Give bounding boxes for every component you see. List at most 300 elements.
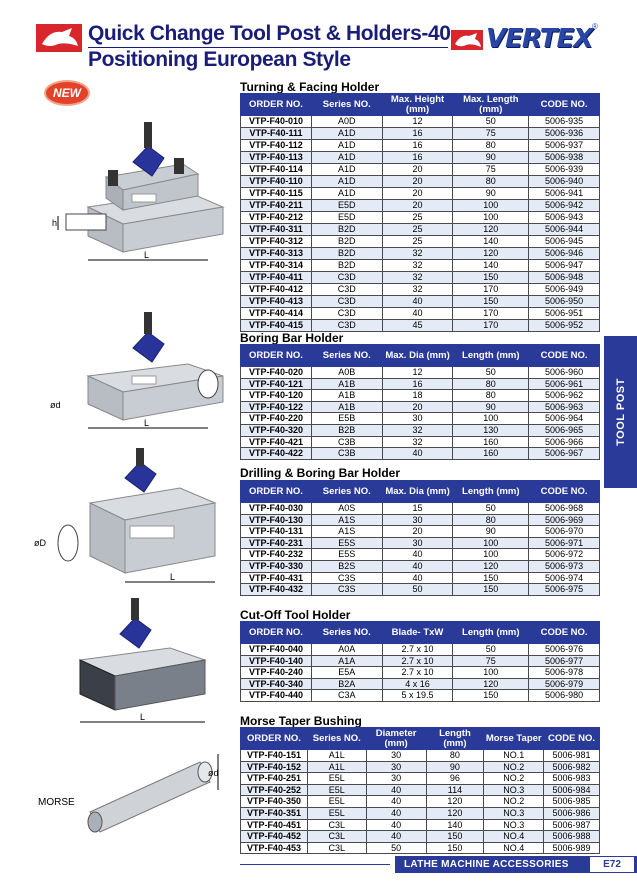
table-cell: 150 (453, 690, 529, 702)
code-number-cell: 5006-938 (529, 152, 600, 164)
table-cell: NO.4 (484, 831, 544, 843)
table-cell: E5L (307, 796, 366, 808)
table-cell: B2A (311, 678, 382, 690)
table-row (241, 644, 600, 656)
table-cell: 30 (382, 537, 453, 549)
table-cell: A1B (311, 390, 382, 402)
table-cell: E5D (311, 212, 382, 224)
order-number-cell: VTP-F40-152 (241, 761, 308, 773)
code-number-cell: 5006-960 (529, 367, 600, 379)
cutoff-holder-illustration (60, 598, 230, 728)
table-cell: NO.4 (484, 842, 544, 854)
table-cell: E5B (311, 413, 382, 425)
code-number-cell: 5006-983 (544, 773, 600, 785)
table-cell: A1S (311, 514, 382, 526)
page-number: E72 (590, 857, 634, 872)
order-number-cell: VTP-F40-411 (241, 272, 312, 284)
table-cell: C3D (311, 308, 382, 320)
table-row (241, 549, 600, 561)
table-cell: 50 (453, 367, 529, 379)
table-cell: C3L (307, 819, 366, 831)
table-cell: 80 (453, 378, 529, 390)
table-cell: A1B (311, 401, 382, 413)
table-cell: 12 (382, 116, 453, 128)
table-cell: 90 (453, 401, 529, 413)
table-cell: 150 (453, 584, 529, 596)
table-cell: 120 (453, 560, 529, 572)
table-cell: E5A (311, 667, 382, 679)
column-header: Series NO. (307, 728, 366, 750)
code-number-cell: 5006-937 (529, 140, 600, 152)
table-row (241, 796, 600, 808)
column-header: Max. Dia (mm) (382, 481, 453, 503)
table-cell: 100 (453, 212, 529, 224)
table-cell: 120 (426, 796, 484, 808)
table-row (241, 296, 600, 308)
column-header: Diameter (mm) (366, 728, 426, 750)
column-header: Length (mm) (426, 728, 484, 750)
table-cell: 150 (453, 272, 529, 284)
table-row (241, 236, 600, 248)
code-number-cell: 5006-966 (529, 436, 600, 448)
table-cell: 114 (426, 784, 484, 796)
column-header: Series NO. (311, 94, 382, 116)
code-number-cell: 5006-962 (529, 390, 600, 402)
order-number-cell: VTP-F40-251 (241, 773, 308, 785)
table-cell: 5 x 19.5 (382, 690, 453, 702)
table-row (241, 401, 600, 413)
table-cell: 25 (382, 224, 453, 236)
table-row (241, 140, 600, 152)
table-cell: A1D (311, 128, 382, 140)
table-cell: 25 (382, 212, 453, 224)
registered-mark: ® (592, 22, 598, 31)
table-cell: 160 (453, 436, 529, 448)
dim-l-label: L (144, 250, 150, 260)
table-cell: 18 (382, 390, 453, 402)
column-header: Max. Length (mm) (453, 94, 529, 116)
table-cell: 130 (453, 424, 529, 436)
boring-section-title: Boring Bar Holder (240, 331, 344, 345)
table-cell: 2.7 x 10 (382, 667, 453, 679)
table-cell: B2D (311, 236, 382, 248)
table-cell: 90 (453, 526, 529, 538)
order-number-cell: VTP-F40-313 (241, 248, 312, 260)
dim-big-d-label: øD (34, 538, 46, 548)
table-row (241, 526, 600, 538)
table-row (241, 188, 600, 200)
order-number-cell: VTP-F40-040 (241, 644, 312, 656)
table-cell: C3A (311, 690, 382, 702)
turning-table (240, 93, 600, 332)
table-row (241, 750, 600, 762)
table-row (241, 308, 600, 320)
table-cell: 16 (382, 378, 453, 390)
code-number-cell: 5006-961 (529, 378, 600, 390)
table-row (241, 842, 600, 854)
table-cell: C3B (311, 436, 382, 448)
table-cell: 120 (453, 248, 529, 260)
brand-flag-icon (451, 30, 483, 50)
code-number-cell: 5006-942 (529, 200, 600, 212)
order-number-cell: VTP-F40-140 (241, 655, 312, 667)
table-cell: 16 (382, 152, 453, 164)
table-cell: 30 (366, 750, 426, 762)
code-number-cell: 5006-972 (529, 549, 600, 561)
code-number-cell: 5006-968 (529, 503, 600, 515)
table-cell: 32 (382, 260, 453, 272)
table-row (241, 212, 600, 224)
code-number-cell: 5006-976 (529, 644, 600, 656)
table-row (241, 784, 600, 796)
order-number-cell: VTP-F40-431 (241, 572, 312, 584)
table-cell: 30 (382, 514, 453, 526)
table-cell: B2D (311, 224, 382, 236)
table-cell: 90 (453, 188, 529, 200)
order-number-cell: VTP-F40-020 (241, 367, 312, 379)
column-header: Length (mm) (453, 481, 529, 503)
order-number-cell: VTP-F40-121 (241, 378, 312, 390)
table-cell: C3D (311, 284, 382, 296)
order-number-cell: VTP-F40-311 (241, 224, 312, 236)
dim-l-label: L (144, 418, 150, 428)
table-row (241, 819, 600, 831)
table-cell: C3L (307, 842, 366, 854)
code-number-cell: 5006-950 (529, 296, 600, 308)
table-cell: 80 (453, 140, 529, 152)
table-cell: C3D (311, 320, 382, 332)
table-cell: 32 (382, 424, 453, 436)
table-cell: 75 (453, 655, 529, 667)
table-cell: 20 (382, 200, 453, 212)
table-row (241, 773, 600, 785)
order-number-cell: VTP-F40-452 (241, 831, 308, 843)
table-cell: 80 (453, 514, 529, 526)
table-cell: A1L (307, 750, 366, 762)
order-number-cell: VTP-F40-010 (241, 116, 312, 128)
table-cell: A1D (311, 164, 382, 176)
table-cell: 150 (453, 296, 529, 308)
table-cell: 12 (382, 367, 453, 379)
table-header-row (241, 481, 600, 503)
column-header: ORDER NO. (241, 94, 312, 116)
order-number-cell: VTP-F40-240 (241, 667, 312, 679)
table-cell: A0A (311, 644, 382, 656)
code-number-cell: 5006-945 (529, 236, 600, 248)
column-header: ORDER NO. (241, 345, 312, 367)
table-cell: A1D (311, 188, 382, 200)
code-number-cell: 5006-951 (529, 308, 600, 320)
drilling-table (240, 480, 600, 596)
table-cell: NO.1 (484, 750, 544, 762)
table-cell: B2D (311, 248, 382, 260)
table-row (241, 424, 600, 436)
drilling-holder-illustration (30, 448, 230, 588)
column-header: Length (mm) (453, 345, 529, 367)
table-row (241, 655, 600, 667)
order-number-cell: VTP-F40-413 (241, 296, 312, 308)
table-row (241, 572, 600, 584)
table-cell: A1D (311, 140, 382, 152)
table-row (241, 807, 600, 819)
table-row (241, 436, 600, 448)
cutoff-table (240, 621, 600, 702)
table-cell: 96 (426, 773, 484, 785)
code-number-cell: 5006-935 (529, 116, 600, 128)
table-cell: 50 (382, 584, 453, 596)
order-number-cell: VTP-F40-220 (241, 413, 312, 425)
code-number-cell: 5006-967 (529, 448, 600, 460)
table-cell: 40 (366, 784, 426, 796)
boring-holder-illustration (48, 312, 238, 432)
table-cell: C3B (311, 448, 382, 460)
table-row (241, 284, 600, 296)
order-number-cell: VTP-F40-312 (241, 236, 312, 248)
order-number-cell: VTP-F40-340 (241, 678, 312, 690)
table-row (241, 390, 600, 402)
table-cell: 45 (382, 320, 453, 332)
table-cell: A1D (311, 152, 382, 164)
table-row (241, 248, 600, 260)
turning-holder-illustration (48, 112, 238, 272)
code-number-cell: 5006-941 (529, 188, 600, 200)
column-header: CODE NO. (529, 94, 600, 116)
morse-table (240, 727, 600, 854)
order-number-cell: VTP-F40-432 (241, 584, 312, 596)
table-row (241, 200, 600, 212)
table-cell: C3D (311, 296, 382, 308)
table-cell: B2S (311, 560, 382, 572)
code-number-cell: 5006-964 (529, 413, 600, 425)
code-number-cell: 5006-979 (529, 678, 600, 690)
table-row (241, 503, 600, 515)
table-cell: A0D (311, 116, 382, 128)
column-header: CODE NO. (529, 622, 600, 644)
table-cell: 40 (382, 572, 453, 584)
order-number-cell: VTP-F40-414 (241, 308, 312, 320)
table-cell: B2B (311, 424, 382, 436)
column-header: Series NO. (311, 481, 382, 503)
code-number-cell: 5006-986 (544, 807, 600, 819)
order-number-cell: VTP-F40-412 (241, 284, 312, 296)
table-cell: 100 (453, 200, 529, 212)
order-number-cell: VTP-F40-252 (241, 784, 308, 796)
code-number-cell: 5006-940 (529, 176, 600, 188)
order-number-cell: VTP-F40-111 (241, 128, 312, 140)
table-row (241, 152, 600, 164)
column-header: Morse Taper (484, 728, 544, 750)
drilling-section-title: Drilling & Boring Bar Holder (240, 466, 401, 480)
table-cell: A1B (311, 378, 382, 390)
order-number-cell: VTP-F40-440 (241, 690, 312, 702)
side-tab-label: TOOL POST (614, 378, 627, 446)
table-cell: 32 (382, 248, 453, 260)
table-cell: 20 (382, 188, 453, 200)
table-cell: 20 (382, 176, 453, 188)
morse-label: MORSE (38, 797, 75, 808)
table-cell: E5D (311, 200, 382, 212)
table-row (241, 514, 600, 526)
column-header: Series NO. (311, 345, 382, 367)
order-number-cell: VTP-F40-314 (241, 260, 312, 272)
table-cell: 100 (453, 537, 529, 549)
table-cell: 15 (382, 503, 453, 515)
table-cell: 120 (453, 224, 529, 236)
boring-table (240, 344, 600, 460)
table-cell: E5S (311, 537, 382, 549)
table-cell: 170 (453, 284, 529, 296)
table-cell: NO.2 (484, 773, 544, 785)
table-cell: 150 (453, 572, 529, 584)
table-cell: 32 (382, 436, 453, 448)
column-header: Max. Height (mm) (382, 94, 453, 116)
table-cell: 50 (453, 116, 529, 128)
table-row (241, 164, 600, 176)
table-cell: 75 (453, 128, 529, 140)
table-cell: A1A (311, 655, 382, 667)
code-number-cell: 5006-943 (529, 212, 600, 224)
table-cell: 80 (453, 176, 529, 188)
table-cell: 90 (426, 761, 484, 773)
order-number-cell: VTP-F40-114 (241, 164, 312, 176)
table-row (241, 537, 600, 549)
table-cell: 20 (382, 164, 453, 176)
code-number-cell: 5006-985 (544, 796, 600, 808)
table-cell: E5S (311, 549, 382, 561)
table-cell: 40 (382, 296, 453, 308)
table-row (241, 831, 600, 843)
code-number-cell: 5006-973 (529, 560, 600, 572)
table-cell: 30 (366, 761, 426, 773)
footer-divider (240, 864, 390, 865)
order-number-cell: VTP-F40-110 (241, 176, 312, 188)
table-header-row (241, 622, 600, 644)
side-tab (604, 336, 637, 488)
table-cell: 40 (366, 831, 426, 843)
order-number-cell: VTP-F40-320 (241, 424, 312, 436)
order-number-cell: VTP-F40-231 (241, 537, 312, 549)
table-cell: 40 (382, 448, 453, 460)
table-row (241, 761, 600, 773)
table-cell: 16 (382, 140, 453, 152)
table-cell: 100 (453, 413, 529, 425)
order-number-cell: VTP-F40-451 (241, 819, 308, 831)
table-cell: 20 (382, 401, 453, 413)
column-header: Series NO. (311, 622, 382, 644)
order-number-cell: VTP-F40-131 (241, 526, 312, 538)
table-row (241, 116, 600, 128)
table-row (241, 690, 600, 702)
table-row (241, 448, 600, 460)
column-header: ORDER NO. (241, 728, 308, 750)
table-cell: 120 (426, 807, 484, 819)
morse-section-title: Morse Taper Bushing (240, 714, 362, 728)
table-cell: NO.3 (484, 784, 544, 796)
table-cell: 150 (426, 842, 484, 854)
table-cell: 4 x 16 (382, 678, 453, 690)
cutoff-section-title: Cut-Off Tool Holder (240, 608, 351, 622)
page-title: Quick Change Tool Post & Holders-40 (88, 22, 451, 45)
code-number-cell: 5006-980 (529, 690, 600, 702)
table-cell: 170 (453, 308, 529, 320)
table-cell: E5L (307, 773, 366, 785)
table-cell: 150 (426, 831, 484, 843)
code-number-cell: 5006-963 (529, 401, 600, 413)
table-row (241, 176, 600, 188)
table-cell: 50 (453, 644, 529, 656)
table-row (241, 584, 600, 596)
code-number-cell: 5006-971 (529, 537, 600, 549)
dim-l-label: L (170, 572, 176, 582)
table-cell: 40 (366, 819, 426, 831)
table-cell: C3L (307, 831, 366, 843)
table-cell: 100 (453, 549, 529, 561)
table-header-row (241, 345, 600, 367)
code-number-cell: 5006-975 (529, 584, 600, 596)
order-number-cell: VTP-F40-415 (241, 320, 312, 332)
table-header-row (241, 94, 600, 116)
table-cell: 16 (382, 128, 453, 140)
code-number-cell: 5006-987 (544, 819, 600, 831)
table-cell: 40 (382, 308, 453, 320)
order-number-cell: VTP-F40-421 (241, 436, 312, 448)
table-cell: 32 (382, 284, 453, 296)
dim-h-label: h (52, 218, 58, 228)
order-number-cell: VTP-F40-113 (241, 152, 312, 164)
footer-label: LATHE MACHINE ACCESSORIES (404, 859, 569, 870)
table-cell: A0S (311, 503, 382, 515)
order-number-cell: VTP-F40-232 (241, 549, 312, 561)
code-number-cell: 5006-944 (529, 224, 600, 236)
order-number-cell: VTP-F40-330 (241, 560, 312, 572)
column-header: ORDER NO. (241, 622, 312, 644)
table-cell: 25 (382, 236, 453, 248)
order-number-cell: VTP-F40-453 (241, 842, 308, 854)
code-number-cell: 5006-977 (529, 655, 600, 667)
column-header: Blade- TxW (382, 622, 453, 644)
table-cell: 40 (382, 549, 453, 561)
table-cell: 140 (453, 236, 529, 248)
table-cell: 2.7 x 10 (382, 644, 453, 656)
table-row (241, 413, 600, 425)
table-cell: 2.7 x 10 (382, 655, 453, 667)
table-cell: A0B (311, 367, 382, 379)
brand-wordmark: VERTEX (486, 24, 593, 54)
column-header: CODE NO. (544, 728, 600, 750)
table-cell: 100 (453, 667, 529, 679)
table-cell: 20 (382, 526, 453, 538)
table-cell: 40 (382, 560, 453, 572)
page-subtitle: Positioning European Style (88, 48, 351, 71)
table-cell: 90 (453, 152, 529, 164)
table-cell: NO.2 (484, 796, 544, 808)
dim-d-label: ød (208, 768, 219, 778)
order-number-cell: VTP-F40-351 (241, 807, 308, 819)
table-cell: 50 (366, 842, 426, 854)
order-number-cell: VTP-F40-211 (241, 200, 312, 212)
order-number-cell: VTP-F40-130 (241, 514, 312, 526)
code-number-cell: 5006-982 (544, 761, 600, 773)
table-row (241, 560, 600, 572)
code-number-cell: 5006-969 (529, 514, 600, 526)
order-number-cell: VTP-F40-115 (241, 188, 312, 200)
table-header-row (241, 728, 600, 750)
column-header: Length (mm) (453, 622, 529, 644)
new-badge: NEW (44, 80, 90, 106)
table-cell: 75 (453, 164, 529, 176)
code-number-cell: 5006-947 (529, 260, 600, 272)
code-number-cell: 5006-948 (529, 272, 600, 284)
